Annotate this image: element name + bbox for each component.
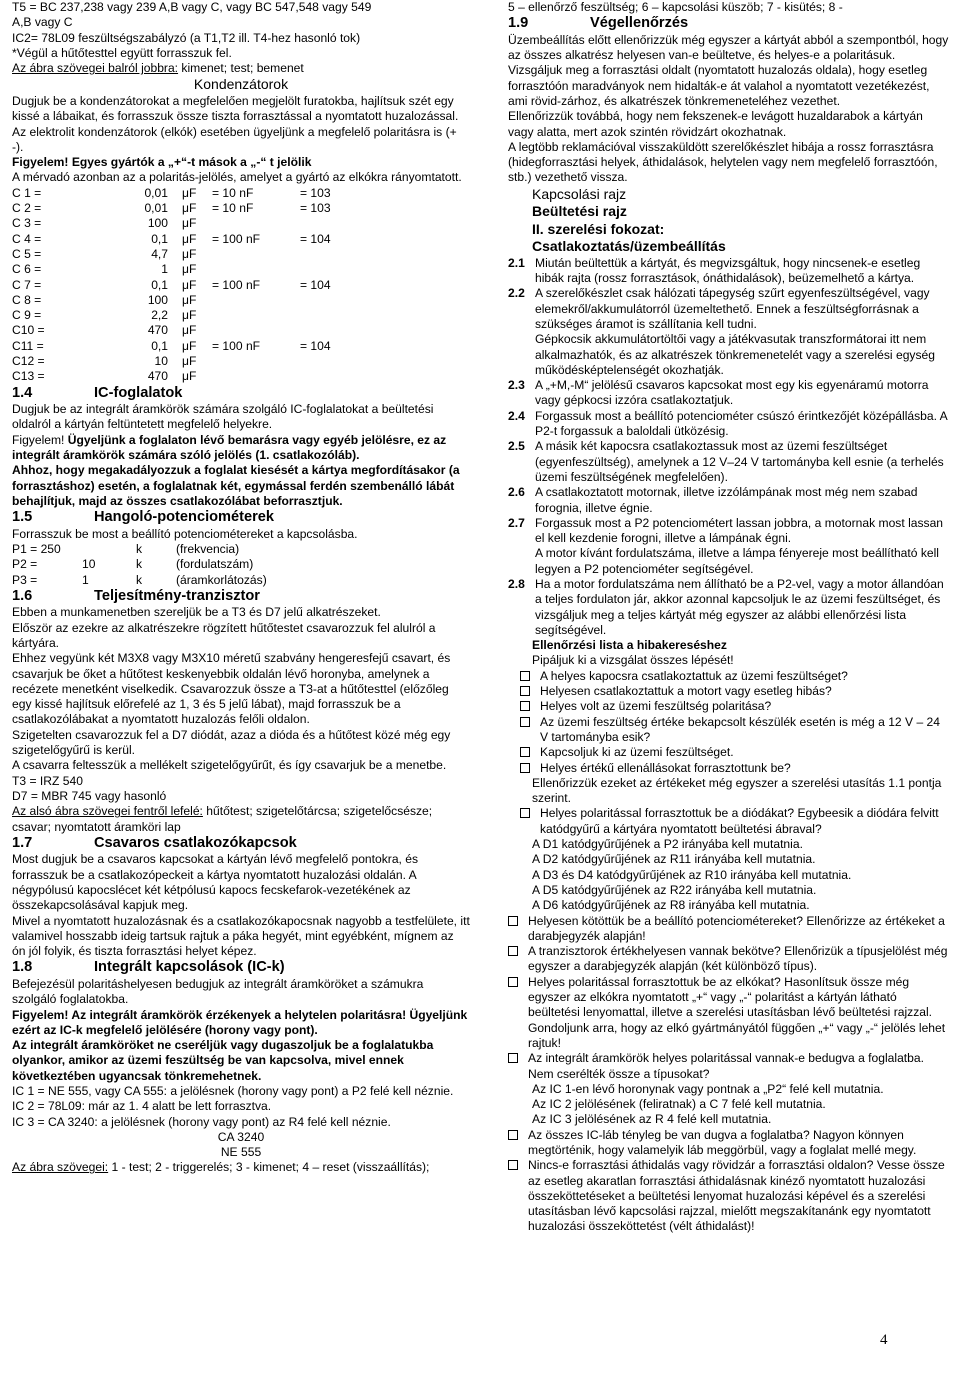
cap-key: C 4 =	[12, 231, 42, 246]
section-title: Hangoló-potenciométerek	[94, 509, 275, 526]
cap-nf	[212, 293, 300, 308]
cap-value: 4,7	[151, 246, 168, 261]
right-column	[508, 0, 950, 1235]
cap-key: C 2 =	[12, 201, 42, 216]
step-item	[508, 409, 950, 440]
cap-key: C 8 =	[12, 292, 42, 307]
diode-line: A D2 katódgyűrűjének az R11 irányába kell mutatnia.	[532, 852, 816, 867]
capacitor-row	[12, 354, 470, 369]
checklist-text: A tranzisztorok értékhelyesen vannak bekötve? Ellenőrizük a típusjelölést még egyszer a darabjegyzék alapján (két különböző típus).	[528, 944, 948, 974]
section-1-7-paragraph: Mivel a nyomtatott huzalozásnak és a csatlakozókapocsnak nagyobb a testfelülete, itt valamivel hosszabb ideig tartsuk rajtuk a páka hegyét, mint egyébként, mígnem az ón jól folyik, és tiszta forrasztási helyet képez.	[12, 913, 470, 959]
pot-value: 10	[82, 557, 96, 572]
section-1-4-bold-note: Ahhoz, hogy megakadályozzuk a foglalat kiesését a kártya megfordításakor (a forrasztáshoz) esetén, a foglalatnak két, egymással ferdén szembenálló lábát behajlítjuk, majd az összes csatlakozólábat beforrasztjuk.	[12, 463, 460, 508]
checklist-text: Helyes polaritással forrasztottuk be az elkókat? Hasonlítsuk össze még egyszer az elkókra nyomtatott „+“ vagy „-“ polaritást a kártyán látható beültetési lenyomattal, illetve a szerelési utasításban lévő beültetési rajzzal. Gondoljunk arra, hogy az elkó gyártmányától függően „+“ vagy „-“ jelölés lehet rajtuk!	[528, 974, 946, 1050]
capacitor-row	[12, 323, 470, 338]
diode-line: A D5 katódgyűrűjének az R22 irányába kell mutatnia.	[532, 882, 817, 897]
step-text: Forgassuk most a P2 potenciométert lassan jobbra, a motornak most lassan el kell kezdenie forogni, illetve a lámpának égni.	[535, 515, 944, 546]
section-title: Csavaros csatlakozókapcsok	[94, 834, 297, 851]
checklist-text: Az üzemi feszültség értéke bekapcsolt készülék esetén is még a 12 V – 24 V tartományba esik?	[540, 714, 940, 744]
cap-value: 100	[147, 292, 168, 307]
ic-check-line: Az IC 3 jelölésének az R 4 felé kell mutatnia.	[532, 1112, 772, 1127]
section-number: 1.5	[12, 509, 33, 526]
capacitor-row	[12, 232, 470, 247]
diode-line: A D6 katódgyűrűjének az R8 irányába kell mutatnia.	[532, 898, 810, 913]
cap-unit: μF	[182, 216, 197, 231]
pot-unit: k	[136, 542, 143, 556]
section-number: 1.9	[508, 15, 529, 32]
cap-unit: μF	[182, 354, 197, 369]
checkbox-icon[interactable]	[520, 671, 530, 681]
capacitor-list	[12, 186, 470, 385]
pot-desc: (áramkorlátozás)	[176, 572, 267, 587]
section-1-6-paragraph: D7 = MBR 745 vagy hasonló	[12, 788, 167, 803]
step-item	[508, 256, 950, 287]
caption-label: Az alsó ábra szövegei fentről lefelé:	[12, 804, 203, 819]
cap-code	[300, 216, 360, 231]
cap-unit: μF	[182, 185, 197, 200]
cap-code	[300, 293, 360, 308]
section-1-6-figure-caption	[12, 804, 470, 835]
capacitor-row	[12, 186, 470, 201]
section-title: Teljesítmény-tranzisztor	[94, 587, 260, 604]
checklist-text: A helyes kapocsra csatlakoztattuk az üzemi feszültséget?	[540, 668, 848, 683]
step-number: 2.5	[508, 439, 525, 454]
kondenzatorok-paragraph: Dugjuk be a kondenzátorokat a megfelelően megjelölt furatokba, hajlítsuk szét egy kissé a lábaikat, és forrasszuk össze tiszta forrasztással a nyomtatott huzalozással. Az elektrolit kondenzátorok (elkók) esetében ügyeljünk a megfelelő polaritásra is (+ -).	[12, 93, 459, 154]
cap-nf: = 10 nF	[212, 201, 254, 216]
section-number: 1.4	[12, 384, 33, 401]
step-item	[508, 516, 950, 547]
cap-unit: μF	[182, 262, 197, 277]
section-1-4-heading	[12, 385, 470, 403]
step-number: 2.3	[508, 378, 525, 393]
step-item	[508, 286, 950, 332]
caption-text: 1 - test; 2 - triggerelés; 3 - kimenet; 4 – reset (visszaállítás);	[108, 1160, 430, 1175]
capacitor-row	[12, 369, 470, 384]
figure-caption	[12, 61, 470, 76]
section-number: 1.7	[12, 834, 33, 851]
intro-line-4: *Végül a hűtőtesttel együtt forrasszuk fel.	[12, 45, 232, 60]
checklist-text: Helyesen kötöttük be a beállító potenciométereket? Ellenőrizze az értékeket a darabjegyzék alapján!	[528, 913, 945, 943]
intro-line-2: A,B vagy C	[12, 15, 73, 30]
cap-unit: μF	[182, 231, 197, 246]
cap-key: C11 =	[12, 338, 44, 353]
checkbox-icon[interactable]	[508, 1053, 518, 1063]
cap-value: 0,1	[151, 277, 168, 292]
cap-key: C10 =	[12, 323, 45, 338]
left-column	[12, 0, 470, 1176]
page-number: 4	[880, 1332, 888, 1348]
kondenzatorok-title: Kondenzátorok	[193, 76, 289, 93]
pot-value	[82, 542, 136, 557]
section-1-6-heading	[12, 588, 470, 606]
cap-unit: μF	[182, 338, 197, 353]
warning-label: Figyelem!	[12, 432, 68, 447]
potentiometer-row	[12, 542, 470, 557]
step-item	[508, 485, 950, 516]
pot-desc: (frekvencia)	[176, 542, 240, 556]
checklist-text: Nincs-e forrasztási áthidalás vagy rövidzár a forrasztási oldalon? Vesse össze az esetleg akaratlan forrasztási áthidalásnak kinéző nyomtatott huzalozási összeköttetéseket a beültetési lenyomat huzalozási képével és a szerelési utasításban lévő kapcsolási rajzzal, mielőtt megszakítanánk egy nyomtatott huzalozási összeköttetést (vélt áthidalást)!	[528, 1158, 945, 1234]
figyelem-text: A mérvadó azonban az a polaritás-jelölés, amelyet a gyártó az elkókra rányomtatott.	[12, 170, 462, 185]
step-text: A másik két kapocsra csatlakoztassuk most az üzemi feszültséget (egyenfeszültség), amelynek a 12 V–24 V tartományba kell esnie (a terhelés üzemi feszültségének megfelelően).	[535, 439, 944, 484]
section-number: 1.8	[12, 959, 33, 976]
section-1-9-heading	[508, 15, 950, 33]
step-number: 2.6	[508, 485, 525, 500]
cap-key: C12 =	[12, 354, 45, 369]
final-caption	[12, 1160, 470, 1175]
cap-nf: = 10 nF	[212, 185, 254, 200]
section-1-7-heading	[12, 835, 470, 853]
section-number: 1.6	[12, 587, 33, 604]
cap-unit: μF	[182, 201, 197, 216]
capacitor-row	[12, 216, 470, 231]
step-text: Miután beültettük a kártyát, és megvizsgáltuk, hogy nincsenek-e esetleg hibák rajta (rossz forrasztások, ónáthidalások), beüzemelhető a kártya.	[535, 255, 921, 286]
pot-unit: k	[136, 557, 143, 572]
cap-nf	[212, 354, 300, 369]
checklist-item[interactable]	[508, 715, 950, 746]
pot-value: 1	[82, 572, 89, 587]
checklist-intro: Pipáljuk ki a vizsgálat összes lépését!	[532, 653, 734, 668]
cap-code: = 104	[300, 338, 331, 353]
section-1-7-paragraph: Most dugjuk be a csavaros kapcsokat a kártyán lévő megfelelő pontokra, és forrasszuk be a csatlakozópeckeit a kártya nyomtatott huzalozási oldalán. A négypólusú kapocslécet két kétpólusú kapocs fecskefarok-vezetékének az összekapcsolásával kapjuk meg.	[12, 852, 419, 913]
figure-caption-text: kimenet; test; bemenet	[178, 61, 304, 76]
chip-label: CA 3240	[217, 1129, 265, 1144]
checkbox-icon[interactable]	[520, 717, 530, 727]
cap-key: C13 =	[12, 369, 45, 384]
ic-line: IC 1 = NE 555, vagy CA 555: a jelölésnek (horony vagy pont) a P2 felé kell néznie.	[12, 1084, 454, 1098]
potentiometer-row	[12, 557, 470, 572]
cap-unit: μF	[182, 369, 197, 384]
step-number	[508, 546, 535, 577]
capacitor-row	[12, 278, 470, 293]
checkbox-icon[interactable]	[520, 747, 530, 757]
cap-nf: = 100 nF	[212, 231, 261, 246]
cap-nf	[212, 369, 300, 384]
figyelem-bold: Figyelem! Egyes gyártók a „+“-t mások a „-“ t jelölik	[12, 155, 312, 170]
step-number	[508, 332, 535, 378]
section-1-4-warning	[12, 433, 470, 464]
cap-value: 2,2	[151, 308, 168, 323]
checklist-item[interactable]	[508, 669, 950, 684]
checklist-text: Az összes IC-láb tényleg be van dugva a foglalatba? Nagyon könnyen megtörténik, hogy valamelyik láb meggörbül, vagy a foglalat mellé megy.	[528, 1127, 917, 1157]
cap-nf	[212, 247, 300, 262]
checklist-item[interactable]	[508, 761, 950, 776]
continued-caption: 5 – ellenőrző feszültség; 6 – kapcsolási küszöb; 7 - kisütés; 8 -	[508, 0, 843, 14]
step-text: A motor kívánt fordulatszáma, illetve a lámpa fényereje most beállítható kell legyen a P2 potenciométer segítségével.	[535, 546, 939, 576]
cap-value: 0,1	[151, 231, 168, 246]
checkbox-icon[interactable]	[508, 977, 518, 987]
checklist-text: Helyesen csatlakoztattuk a motort vagy esetleg hibás?	[540, 684, 832, 699]
cap-value: 100	[147, 216, 168, 231]
section-1-5-heading	[12, 509, 470, 527]
section-1-6-paragraph: Ebben a munkamenetben szereljük be a T3 és D7 jelű alkatrészeket.	[12, 605, 381, 620]
step-item	[508, 332, 950, 378]
checklist-title: Ellenőrzési lista a hibakereséshez	[532, 638, 727, 653]
step-item	[508, 439, 950, 485]
ic-check-line: Az IC 2 jelölésének (feliratnak) a C 7 felé kell mutatnia.	[532, 1097, 826, 1112]
checklist-text: Kapcsoljuk ki az üzemi feszültséget.	[540, 745, 734, 760]
capacitor-row	[12, 262, 470, 277]
cap-value: 10	[154, 354, 168, 369]
pot-unit: k	[136, 572, 143, 587]
checklist-item[interactable]	[508, 944, 950, 975]
section-1-4-paragraph: Dugjuk be az integrált áramkörök számára szolgáló IC-foglalatokat a beültetési oldalról a kártyán feltüntetett megfelelő helyekre.	[12, 402, 434, 432]
cap-code	[300, 354, 360, 369]
step-text: A szerelőkészlet csak hálózati tápegység szűrt egyenfeszültségével, vagy elemekről/akkumulátorról üzemeltethető. Ennek a feszültségforrásnak a szükséges áramot is szállítania kell tudni.	[535, 286, 930, 331]
ic-line: IC 3 = CA 3240: a jelölésnek (horony vagy pont) az R4 felé kell néznie.	[12, 1114, 391, 1129]
capacitor-row	[12, 308, 470, 323]
section-1-6-paragraph: A csavarra feltesszük a mellékelt szigetelőgyűrűt, és így csavarjuk be a menetbe.	[12, 758, 447, 773]
checkbox-icon[interactable]	[520, 763, 530, 773]
cap-code	[300, 323, 360, 338]
cap-value: 0,01	[144, 185, 168, 200]
checklist-item[interactable]	[508, 745, 950, 760]
diode-line: A D3 és D4 katódgyűrűjének az R10 irányába kell mutatnia.	[532, 867, 852, 882]
kapcsolasi-rajz-heading: Kapcsolási rajz	[532, 185, 627, 202]
cap-key: C 9 =	[12, 308, 42, 323]
checklist-item[interactable]	[508, 1128, 950, 1159]
section-title: IC-foglalatok	[94, 384, 183, 401]
chip-label: NE 555	[220, 1145, 262, 1160]
cap-code	[300, 262, 360, 277]
section-1-8-paragraph: Befejezésül polaritáshelyesen bedugjuk az integrált áramköröket a számukra szolgáló foglalatokba.	[12, 976, 424, 1007]
cap-code	[300, 247, 360, 262]
checkbox-icon[interactable]	[508, 946, 518, 956]
potentiometer-row	[12, 573, 470, 588]
pot-desc: (fordulatszám)	[176, 557, 254, 572]
step-number: 2.7	[508, 515, 525, 530]
checkbox-icon[interactable]	[520, 808, 530, 818]
cap-unit: μF	[182, 292, 197, 307]
cap-nf	[212, 216, 300, 231]
cap-nf: = 100 nF	[212, 338, 261, 353]
checklist-text: Helyes volt az üzemi feszültség polaritása?	[540, 699, 772, 714]
step-item	[508, 546, 950, 577]
section-1-5-paragraph: Forrasszuk be most a beállító potenciométereket a kapcsolásba.	[12, 526, 358, 541]
checkbox-icon[interactable]	[508, 916, 518, 926]
cap-nf: = 100 nF	[212, 277, 261, 292]
step-text: Forgassuk most a beállító potenciométer csúszó érintkezőjét középállásba. A P2-t forgassuk a baloldali ütközésig.	[535, 408, 948, 439]
ic-line: IC 2 = 78L09: már az 1. 4 alatt be lett forrasztva.	[12, 1099, 272, 1114]
capacitor-row	[12, 339, 470, 354]
checklist-item[interactable]	[508, 1158, 950, 1234]
cap-code	[300, 308, 360, 323]
checklist-item[interactable]	[508, 975, 950, 1051]
checkbox-icon[interactable]	[508, 1130, 518, 1140]
checklist-item[interactable]	[508, 1051, 950, 1082]
step-number: 2.1	[508, 255, 525, 270]
capacitor-row	[12, 247, 470, 262]
section-1-6-paragraph: Ehhez vegyünk két M3X8 vagy M3X10 méretű szabvány hengeresfejű csavart, és csavarjuk be őket a hűtőtest keskenyebbik oldalán lévő horonyba, amelynek a recézete menetként viselkedik. Csavarozzuk össze a T3-at a hűtőtesttel (előzőleg egy kissé hajlítsuk előrefelé az 1, 3 és 5 jelű lábat), majd forrasszuk be a csatlakozólábakat a nyomtatott huzalozás felőli oldalon.	[12, 651, 451, 727]
cap-code: = 104	[300, 231, 331, 246]
section-title: Végellenőrzés	[590, 15, 689, 32]
checklist-item[interactable]	[508, 699, 950, 714]
cap-key: C 5 =	[12, 246, 42, 261]
checkbox-icon[interactable]	[520, 686, 530, 696]
section-1-9-paragraph: A legtöbb reklamációval visszaküldött szerelőkészlet hibája a rossz forrasztásra (hidegforrasztási helyek, áthidalások, helytelen vagy nem megfelelő forrasztóón, stb.) vezethető vissza.	[508, 139, 938, 185]
section-1-8-bold-note: Az integrált áramköröket ne cseréljük vagy dugaszoljuk be a foglalatukba olyankor, amikor az üzemi feszültség be van kapcsolva, mivel ennek következtében ugyancsak tönkremehetnek.	[12, 1038, 434, 1083]
section-1-9-paragraph: Üzembeállítás előtt ellenőrizzük még egyszer a kártyát abból a szempontból, hogy az összes alkatrész helyesen van-e beültetve, és helyes-e a polaritásuk. Vizsgáljuk meg a forrasztási oldalt (nyomtatott huzalozás oldala), hogy esetleg forrasztóón maradványok nem hidalták-e át valahol a nyomtatott vezetékezést, ami rövid-zárhoz, és alkatrészek tönkremeneteléhez vezethet.	[508, 32, 949, 108]
cap-value: 0,01	[144, 201, 168, 216]
cap-key: C 3 =	[12, 216, 42, 231]
section-1-6-paragraph: T3 = IRZ 540	[12, 773, 83, 788]
connection-heading: Csatlakoztatás/üzembeállítás	[532, 238, 726, 255]
cap-value: 0,1	[151, 338, 168, 353]
cap-value: 470	[147, 323, 168, 338]
cap-value: 470	[147, 369, 168, 384]
diode-line: A D1 katódgyűrűjének a P2 irányába kell mutatnia.	[532, 837, 803, 852]
pot-key: P2 =	[12, 557, 38, 572]
checkbox-icon[interactable]	[520, 701, 530, 711]
step-text: A „+M,-M“ jelölésű csavaros kapcsokat most egy kis egyenáramú motorra vagy gépkocsi izzóra csatlakoztatjuk.	[535, 378, 929, 408]
step-text: Ha a motor fordulatszáma nem állítható be a P2-vel, vagy a motor állandóan a teljes fordulaton jár, akkor azonnal kapcsoljuk le az üzemi feszültséget, és vizsgáljuk meg a teljes kártyát még egyszer az alábbi ellenőrzési lista segítségével.	[535, 577, 944, 637]
capacitor-row	[12, 201, 470, 216]
cap-key: C 1 =	[12, 185, 42, 200]
section-1-6-paragraph: Szigetelten csavarozzuk fel a D7 diódát, azaz a dióda és a hűtőtest közé még egy szigetelőgyűrű is kerül.	[12, 727, 451, 758]
pot-key: P3 =	[12, 572, 38, 587]
cap-unit: μF	[182, 246, 197, 261]
cap-nf	[212, 308, 300, 323]
step-item	[508, 577, 950, 638]
intro-line-3: IC2= 78L09 feszültségszabályzó (a T1,T2 ill. T4-hez hasonló tok)	[12, 30, 361, 45]
stage-two-heading: II. szerelési fokozat:	[532, 220, 665, 237]
cap-code	[300, 369, 360, 384]
step-item	[508, 378, 950, 409]
checklist-note: Ellenőrizzük ezeket az értékeket még egyszer a szerelési utasítás 1.1 pontja szerint.	[532, 775, 942, 806]
checklist-text: Helyes polaritással forrasztottuk be a diódákat? Egybeesik a diódára felvitt katódgyűrű a kártyára nyomtatott beültetési ábraval?	[540, 806, 939, 836]
checklist-text: Az integrált áramkörök helyes polaritással vannak-e bedugva a foglalatba. Nem cserélték össze a típusokat?	[528, 1051, 924, 1081]
checklist-item[interactable]	[508, 806, 950, 837]
cap-nf	[212, 262, 300, 277]
cap-code: = 103	[300, 201, 331, 216]
checkbox-icon[interactable]	[508, 1160, 518, 1170]
caption-label: Az ábra szövegei:	[12, 1160, 109, 1175]
cap-unit: μF	[182, 323, 197, 338]
step-number: 2.8	[508, 577, 525, 591]
capacitor-row	[12, 293, 470, 308]
caption-text: hűtőtest; szigetelőtárcsa; szigetelőcsésze; csavar; nyomtatott áramköri lap	[12, 804, 433, 834]
step-text: A csatlakoztatott motornak, illetve izzólámpának most még nem szabad forognia, illetve égnie.	[535, 485, 918, 515]
step-text: Gépkocsik akkumulátortöltői vagy a játékvasutak transzformátorai itt nem alkalmazhatók, és az alkatrészek tönkremenetelét vagy a szerelési egység működésképtelenségét okozhatják.	[535, 332, 935, 377]
checklist-text: Helyes értékű ellenállásokat forrasztottunk be?	[540, 760, 791, 775]
cap-value: 1	[161, 262, 168, 277]
warning-text: Ügyeljünk a foglalaton lévő bemarásra vagy egyéb jelölésre, ez az integrált áramkörök számára szóló jelölés (1. csatlakozóláb).	[12, 432, 447, 463]
cap-nf	[212, 323, 300, 338]
cap-key: C 6 =	[12, 262, 42, 277]
cap-unit: μF	[182, 308, 197, 323]
section-1-8-warning: Figyelem! Az integrált áramkörök érzékenyek a helytelen polaritásra! Ügyeljünk ezért az IC-k megfelelő jelölésére (horony vagy pont).	[12, 1007, 468, 1037]
ic-check-line: Az IC 1-en lévő horonynak vagy pontnak a „P2“ felé kell mutatnia.	[532, 1081, 884, 1096]
checklist-item[interactable]	[508, 684, 950, 699]
section-1-8-heading	[12, 959, 470, 977]
step-number: 2.2	[508, 286, 525, 301]
checklist-item[interactable]	[508, 914, 950, 945]
section-1-9-paragraph: Ellenőrizzük továbbá, hogy nem fekszenek-e levágott huzaldarabok a kártyán vagy alatta, mert azok szintén rövidzárt okozhatnak.	[508, 109, 923, 139]
cap-unit: μF	[182, 277, 197, 292]
step-number: 2.4	[508, 408, 525, 423]
cap-key: C 7 =	[12, 277, 42, 292]
pot-key: P1 = 250	[12, 542, 61, 556]
cap-code: = 104	[300, 277, 331, 292]
figure-caption-label: Az ábra szövegei balról jobbra:	[12, 61, 179, 76]
section-1-6-paragraph: Először az ezekre az alkatrészekre rögzített hűtőtestet csavarozzuk fel alulról a kártyára.	[12, 620, 436, 650]
cap-code: = 103	[300, 185, 331, 200]
section-title: Integrált kapcsolások (IC-k)	[94, 959, 285, 976]
intro-line-1: T5 = BC 237,238 vagy 239 A,B vagy C, vagy BC 547,548 vagy 549	[12, 0, 372, 14]
beultetesi-rajz-heading: Beültetési rajz	[532, 203, 627, 220]
